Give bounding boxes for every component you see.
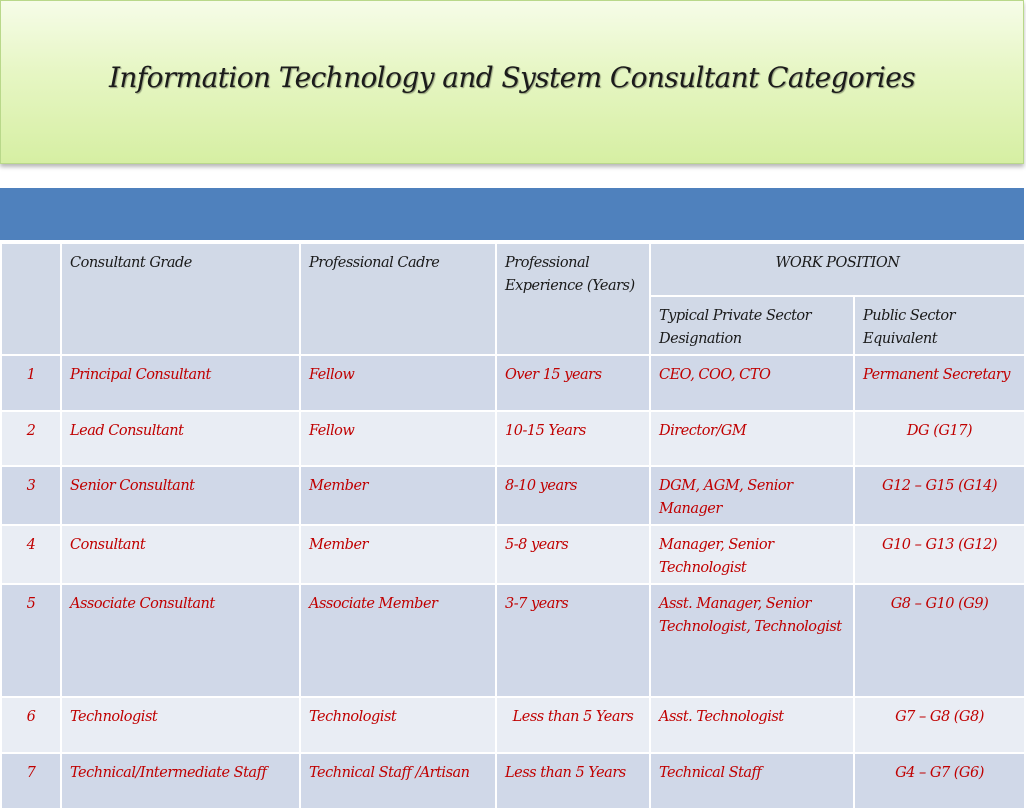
public-equivalent-cell: Permanent Secretary	[854, 355, 1025, 411]
slide-title: Information Technology and System Consultant Categories	[108, 61, 916, 94]
title-banner	[0, 0, 1024, 164]
private-designation-cell: Technical Staff	[650, 753, 854, 809]
private-designation-cell: Manager, Senior Technologist	[650, 525, 854, 584]
consultant-grade-cell: Lead Consultant	[61, 411, 300, 466]
public-equivalent-cell: G7 – G8 (G8)	[854, 697, 1025, 753]
row-number: 3	[1, 466, 61, 525]
experience-cell: 10-15 Years	[496, 411, 650, 466]
header-professional-experience: Professional Experience (Years)	[496, 243, 650, 355]
private-designation-cell: Asst. Technologist	[650, 697, 854, 753]
professional-cadre-cell: Member	[300, 466, 496, 525]
public-equivalent-cell: G8 – G10 (G9)	[854, 584, 1025, 697]
row-number: 2	[1, 411, 61, 466]
private-designation-cell: Asst. Manager, Senior Technologist, Technologist	[650, 584, 854, 697]
professional-cadre-cell: Associate Member	[300, 584, 496, 697]
row-number: 4	[1, 525, 61, 584]
experience-cell: Over 15 years	[496, 355, 650, 411]
table-row	[1, 753, 1025, 809]
header-work-position: WORK POSITION	[650, 243, 1025, 296]
table-row	[1, 466, 1025, 525]
professional-cadre-cell: Technical Staff /Artisan	[300, 753, 496, 809]
consultant-grade-cell: Principal Consultant	[61, 355, 300, 411]
professional-cadre-cell: Fellow	[300, 355, 496, 411]
public-equivalent-cell: G12 – G15 (G14)	[854, 466, 1025, 525]
table-row	[1, 584, 1025, 697]
experience-cell: 3-7 years	[496, 584, 650, 697]
consultant-grade-cell: Senior Consultant	[61, 466, 300, 525]
row-number: 6	[1, 697, 61, 753]
experience-cell: 8-10 years	[496, 466, 650, 525]
experience-cell: Less than 5 Years	[496, 753, 650, 809]
public-equivalent-cell: G4 – G7 (G6)	[854, 753, 1025, 809]
consultant-categories-table	[0, 242, 1026, 810]
professional-cadre-cell: Fellow	[300, 411, 496, 466]
consultant-grade-cell: Associate Consultant	[61, 584, 300, 697]
public-equivalent-cell: DG (G17)	[854, 411, 1025, 466]
table-row	[1, 525, 1025, 584]
private-designation-cell: DGM, AGM, Senior Manager	[650, 466, 854, 525]
table-row	[1, 355, 1025, 411]
table-row	[1, 411, 1025, 466]
private-designation-cell: Director/GM	[650, 411, 854, 466]
experience-cell: Less than 5 Years	[496, 697, 650, 753]
experience-cell: 5-8 years	[496, 525, 650, 584]
row-number: 1	[1, 355, 61, 411]
professional-cadre-cell: Member	[300, 525, 496, 584]
consultant-grade-cell: Technologist	[61, 697, 300, 753]
public-equivalent-cell: G10 – G13 (G12)	[854, 525, 1025, 584]
row-number: 5	[1, 584, 61, 697]
consultant-grade-cell: Technical/Intermediate Staff	[61, 753, 300, 809]
header-professional-cadre: Professional Cadre	[300, 243, 496, 355]
header-public-sector-equivalent: Public Sector Equivalent	[854, 296, 1025, 355]
header-number-cell	[1, 243, 61, 355]
header-consultant-grade: Consultant Grade	[61, 243, 300, 355]
header-row	[1, 243, 1025, 296]
private-designation-cell: CEO, COO, CTO	[650, 355, 854, 411]
row-number: 7	[1, 753, 61, 809]
table-row	[1, 697, 1025, 753]
consultant-grade-cell: Consultant	[61, 525, 300, 584]
header-private-sector-designation: Typical Private Sector Designation	[650, 296, 854, 355]
professional-cadre-cell: Technologist	[300, 697, 496, 753]
table-header-band	[0, 188, 1024, 240]
